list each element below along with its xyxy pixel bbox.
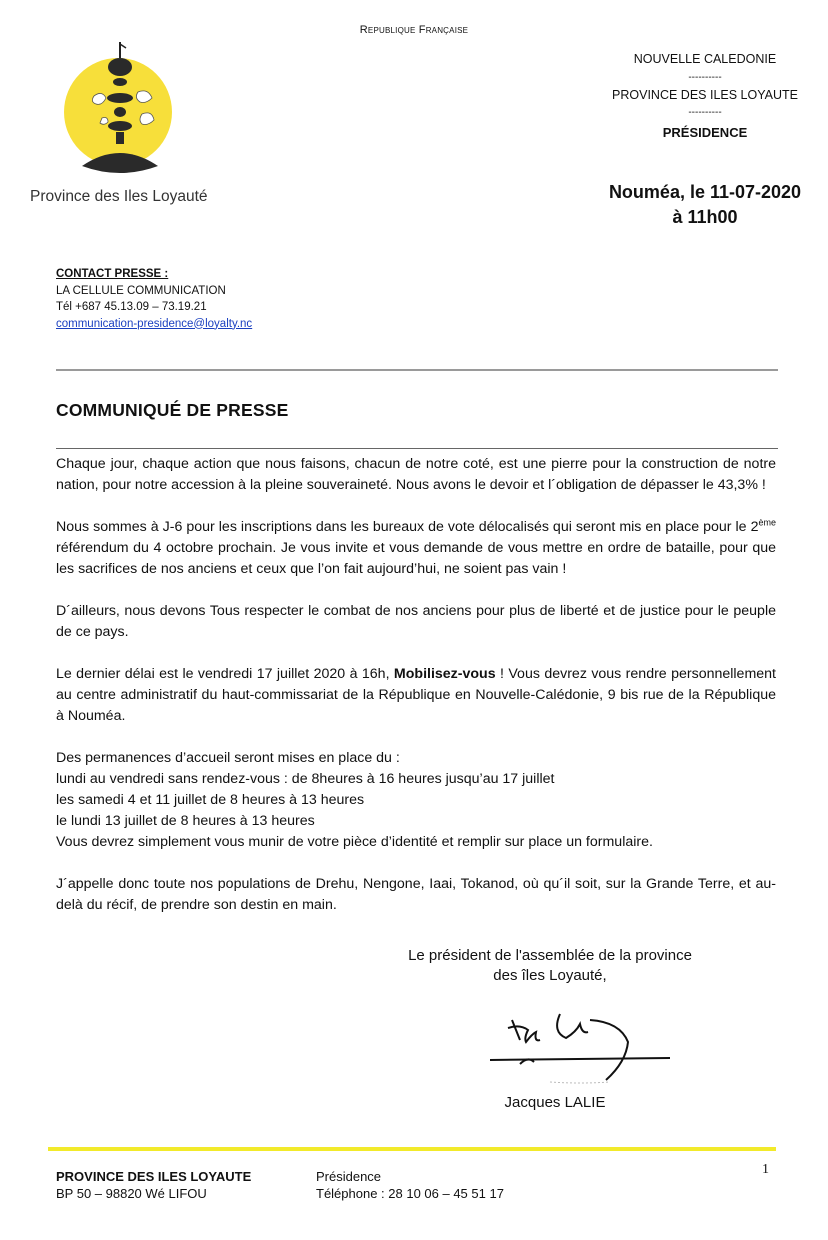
paragraph-1: Chaque jour, chaque action que nous faisons, chacun de notre coté, est une pierre pour la construction de notre nation, pour notre accession à la pleine souveraineté. Nous avons le devoir et l´obligation de dépasser le 43,3% ! [56,456,776,493]
paragraph-2 [56,517,776,580]
contact-phone: Tél +687 45.13.09 – 73.19.21 [56,301,207,313]
paragraph-4 [56,664,776,727]
issuer-line-1: NOUVELLE CALEDONIE [633,52,777,66]
issuer-line-3: PRÉSIDENCE [662,125,748,141]
issuer-block [590,51,820,142]
handwritten-signature [480,1002,680,1092]
footer-divider [48,1147,776,1151]
signature-line-1: Le président de l'assemblée de la province [408,947,692,964]
signature-icon [480,1002,680,1092]
press-contact [56,266,252,332]
date-block [590,180,820,230]
footer-org: PROVINCE DES ILES LOYAUTE [56,1169,252,1184]
footer-postal: BP 50 – 98820 Wé LIFOU [56,1186,207,1201]
footer-department: Présidence [316,1169,382,1184]
paragraph-4-bold: Mobilisez-vous [393,666,496,682]
paragraph-2-part-a: Nous sommes à J-6 pour les inscriptions dans les bureaux de vote délocalisés qui seront mis en place pour le 2 [56,519,759,535]
schedule-line: le lundi 13 juillet de 8 heures à 13 heures [56,813,315,829]
schedule-line: Vous devrez simplement vous munir de votre pièce d’identité et remplir sur place un formulaire. [56,834,653,850]
logo-caption: Province des Iles Loyauté [30,188,208,205]
time-line: à 11h00 [672,207,738,227]
schedule-line: lundi au vendredi sans rendez-vous : de 8heures à 16 heures jusqu’au 17 juillet [56,771,555,787]
paragraph-6: J´appelle donc toute nos populations de Drehu, Nengone, Iaai, Tokanod, où qu´il soit, sur la Grande Terre, et au-delà du récif, de prendre son destin en main. [56,876,776,913]
issuer-dash-2: ---------- [688,107,722,119]
contact-title: CONTACT PRESSE : [56,268,169,280]
paragraph-5 [56,748,776,853]
divider-top [56,369,778,371]
footer-contact [316,1168,504,1202]
province-logo-icon [62,40,190,180]
schedule-line: Des permanences d’accueil seront mises en place du : [56,750,400,766]
paragraph-4-part-a: Le dernier délai est le vendredi 17 juillet 2020 à 16h, [56,666,394,682]
signature-line-2: des îles Loyauté, [493,967,607,984]
province-logo [62,40,190,180]
issuer-dash-1: ---------- [688,71,722,83]
divider-title [56,448,778,449]
paragraph-4-part-b: ! Vous devrez vous rendre personnellement au centre administratif du haut-commissariat de la République en Nouvelle-Calédonie, 9 bis rue de la République à Nouméa. [56,666,776,724]
paragraph-2-superscript: ème [758,517,776,528]
page-title: COMMUNIQUÉ DE PRESSE [56,400,289,420]
date-line: Nouméa, le 11-07-2020 [608,182,802,202]
signature-heading [380,946,720,986]
footer-phone: Téléphone : 28 10 06 – 45 51 17 [316,1186,504,1201]
footer-address [56,1168,251,1202]
schedule-line: les samedi 4 et 11 juillet de 8 heures à 13 heures [56,792,365,808]
contact-org: LA CELLULE COMMUNICATION [56,284,226,297]
contact-email-link[interactable]: communication-presidence@loyalty.nc [56,317,253,330]
issuer-line-2: PROVINCE DES ILES LOYAUTE [612,87,798,102]
page-number: 1 [762,1162,769,1177]
press-release-body [56,454,776,916]
republique-header: Republique Française [359,24,469,36]
signatory-name: Jacques LALIE [504,1094,606,1111]
paragraph-2-part-b: référendum du 4 octobre prochain. Je vous invite et vous demande de vous mettre en ordre de bataille, pour que les sacrifices de nos anciens et ceux que l’on fait aujourd’hui, ne soient pas vain ! [56,540,776,577]
paragraph-3: D´ailleurs, nous devons Tous respecter le combat de nos anciens pour plus de liberté et de justice pour le peuple de ce pays. [56,603,776,640]
